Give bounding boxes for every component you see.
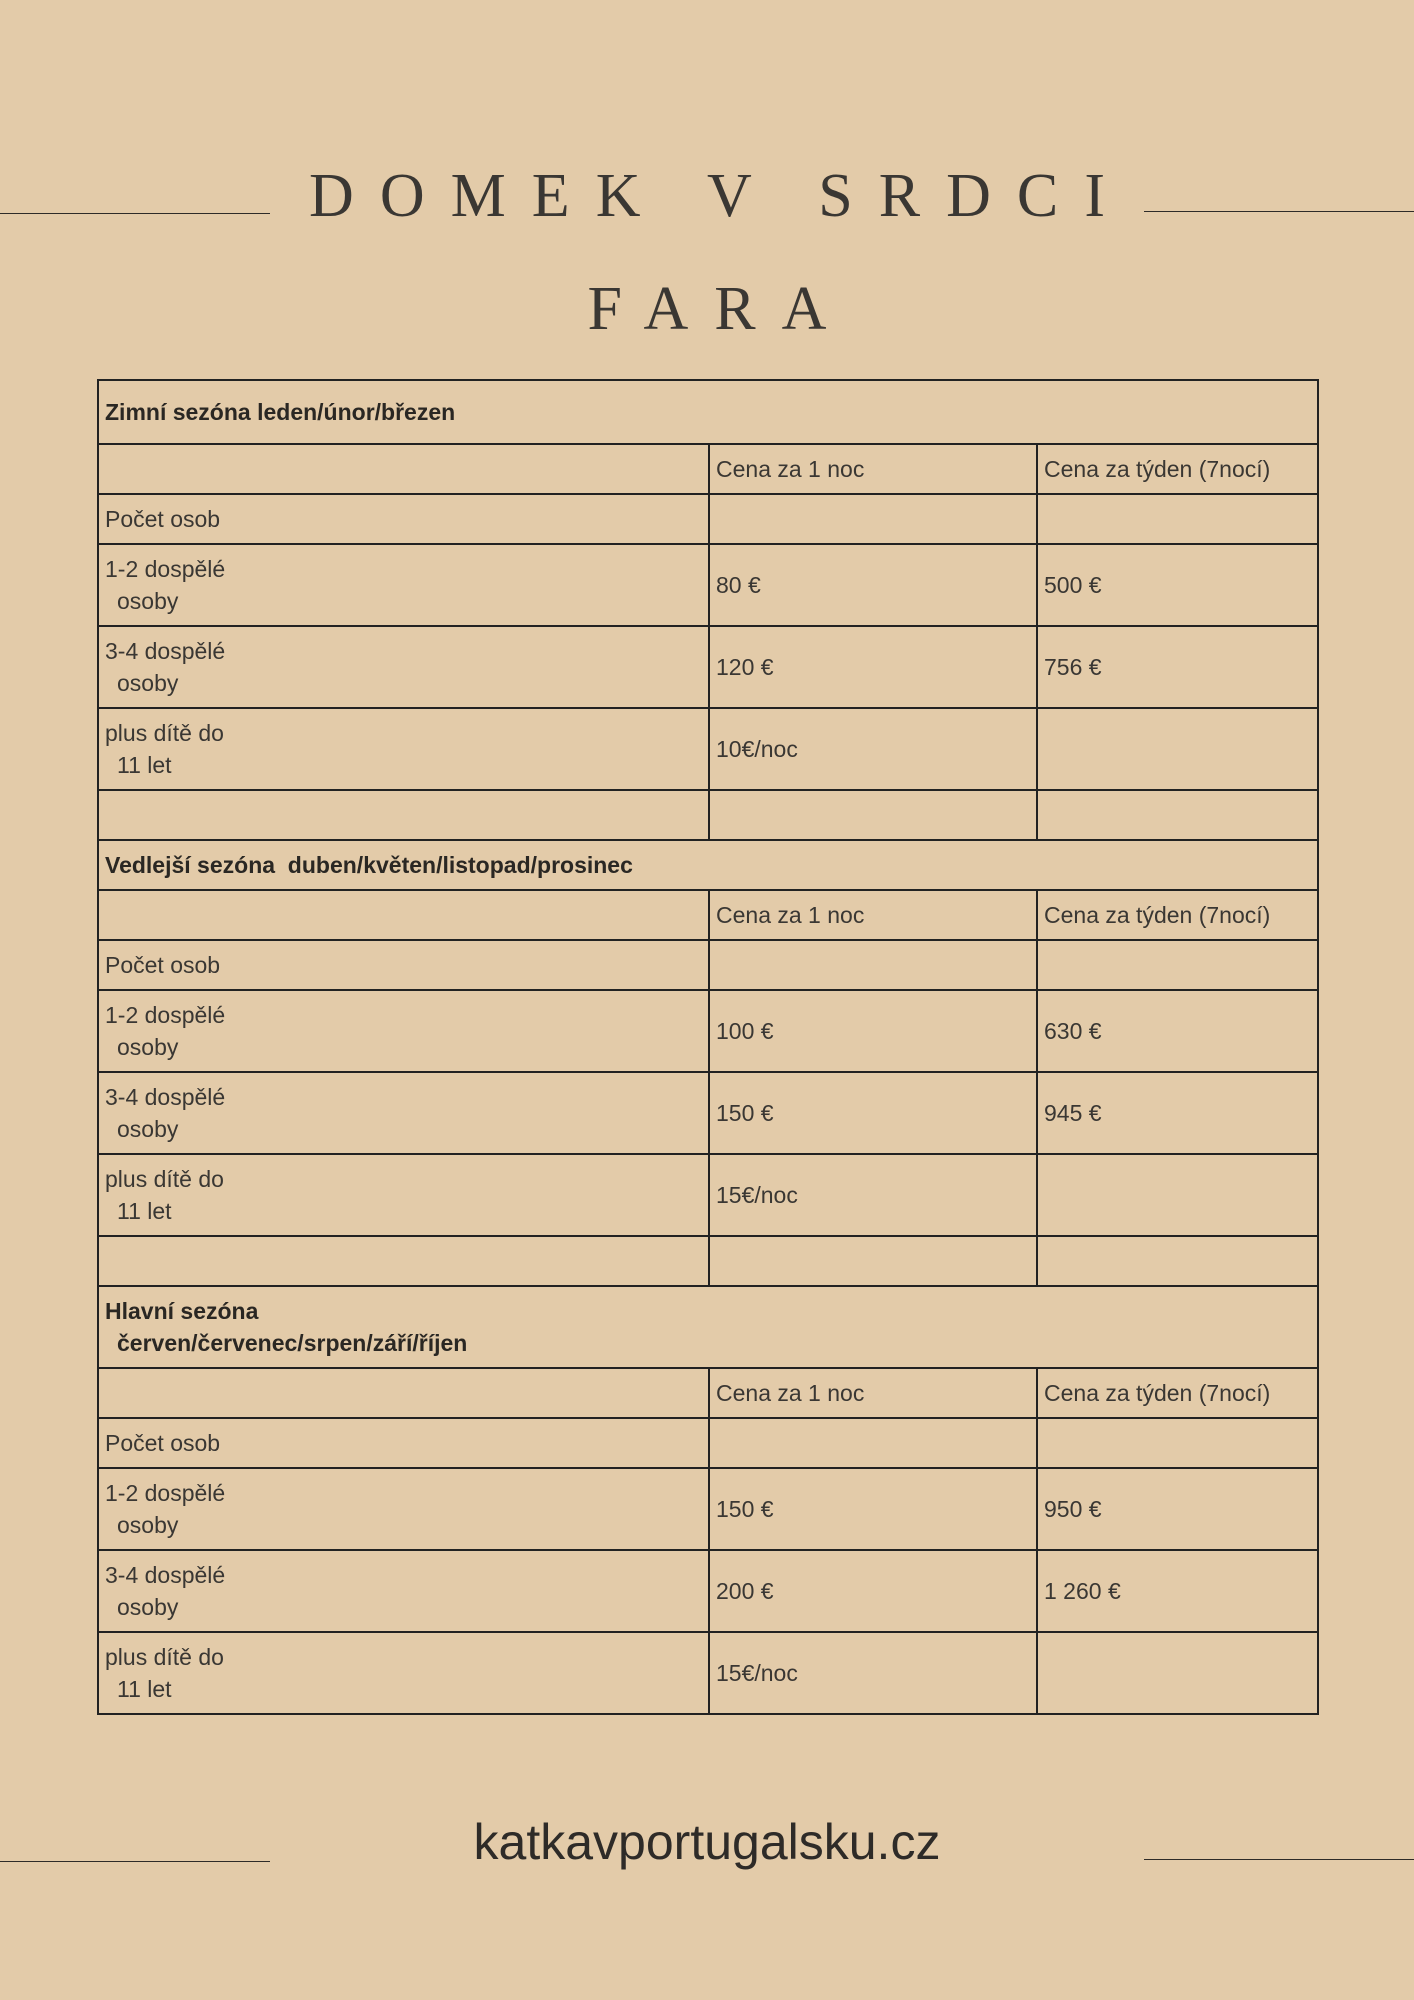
row-label: plus dítě do 11 let	[98, 1632, 709, 1714]
column-header-week: Cena za týden (7nocí)	[1037, 890, 1318, 940]
table-row	[98, 708, 1318, 790]
table-row	[98, 626, 1318, 708]
table-row	[98, 1368, 1318, 1418]
price-night: 150 €	[709, 1468, 1037, 1550]
price-week	[1037, 708, 1318, 790]
row-label: 1-2 dospělé osoby	[98, 990, 709, 1072]
season-heading-side: Vedlejší sezóna duben/květen/listopad/prosinec	[98, 840, 1318, 890]
column-header-night: Cena za 1 noc	[709, 1368, 1037, 1418]
price-night: 200 €	[709, 1550, 1037, 1632]
price-night: 100 €	[709, 990, 1037, 1072]
table-row	[98, 1632, 1318, 1714]
column-header-week: Cena za týden (7nocí)	[1037, 1368, 1318, 1418]
persons-label: Počet osob	[98, 1418, 709, 1468]
table-row	[98, 890, 1318, 940]
row-label: 1-2 dospělé osoby	[98, 1468, 709, 1550]
table-row	[98, 1072, 1318, 1154]
price-night: 10€/noc	[709, 708, 1037, 790]
price-week: 756 €	[1037, 626, 1318, 708]
table-row	[98, 1468, 1318, 1550]
price-night: 80 €	[709, 544, 1037, 626]
persons-label: Počet osob	[98, 940, 709, 990]
price-week: 500 €	[1037, 544, 1318, 626]
season-heading-winter: Zimní sezóna leden/únor/březen	[98, 380, 1318, 444]
website-link[interactable]: katkavportugalsku.cz	[473, 1814, 941, 1870]
price-week: 1 260 €	[1037, 1550, 1318, 1632]
price-night: 15€/noc	[709, 1154, 1037, 1236]
table-row	[98, 940, 1318, 990]
season-heading-main: Hlavní sezóna červen/červenec/srpen/září/říjen	[98, 1286, 1318, 1368]
page-title: DOMEK V SRDCI	[309, 162, 1132, 230]
spacer-row	[98, 1236, 1318, 1286]
price-week	[1037, 1154, 1318, 1236]
table-row	[98, 544, 1318, 626]
column-header-night: Cena za 1 noc	[709, 444, 1037, 494]
column-header-week: Cena za týden (7nocí)	[1037, 444, 1318, 494]
row-label: 3-4 dospělé osoby	[98, 626, 709, 708]
row-label: 3-4 dospělé osoby	[98, 1550, 709, 1632]
row-label: plus dítě do 11 let	[98, 708, 709, 790]
table-row	[98, 1418, 1318, 1468]
row-label: 3-4 dospělé osoby	[98, 1072, 709, 1154]
price-night: 120 €	[709, 626, 1037, 708]
price-table	[97, 379, 1319, 1715]
price-week	[1037, 1632, 1318, 1714]
row-label: 1-2 dospělé osoby	[98, 544, 709, 626]
table-row	[98, 1550, 1318, 1632]
price-week: 950 €	[1037, 1468, 1318, 1550]
persons-label: Počet osob	[98, 494, 709, 544]
spacer-row	[98, 790, 1318, 840]
price-night: 15€/noc	[709, 1632, 1037, 1714]
price-week: 945 €	[1037, 1072, 1318, 1154]
column-header-night: Cena za 1 noc	[709, 890, 1037, 940]
row-label: plus dítě do 11 let	[98, 1154, 709, 1236]
table-row	[98, 990, 1318, 1072]
table-row	[98, 494, 1318, 544]
table-row	[98, 1154, 1318, 1236]
price-night: 150 €	[709, 1072, 1037, 1154]
price-week: 630 €	[1037, 990, 1318, 1072]
page-subtitle: FARA	[587, 275, 853, 343]
table-row	[98, 444, 1318, 494]
